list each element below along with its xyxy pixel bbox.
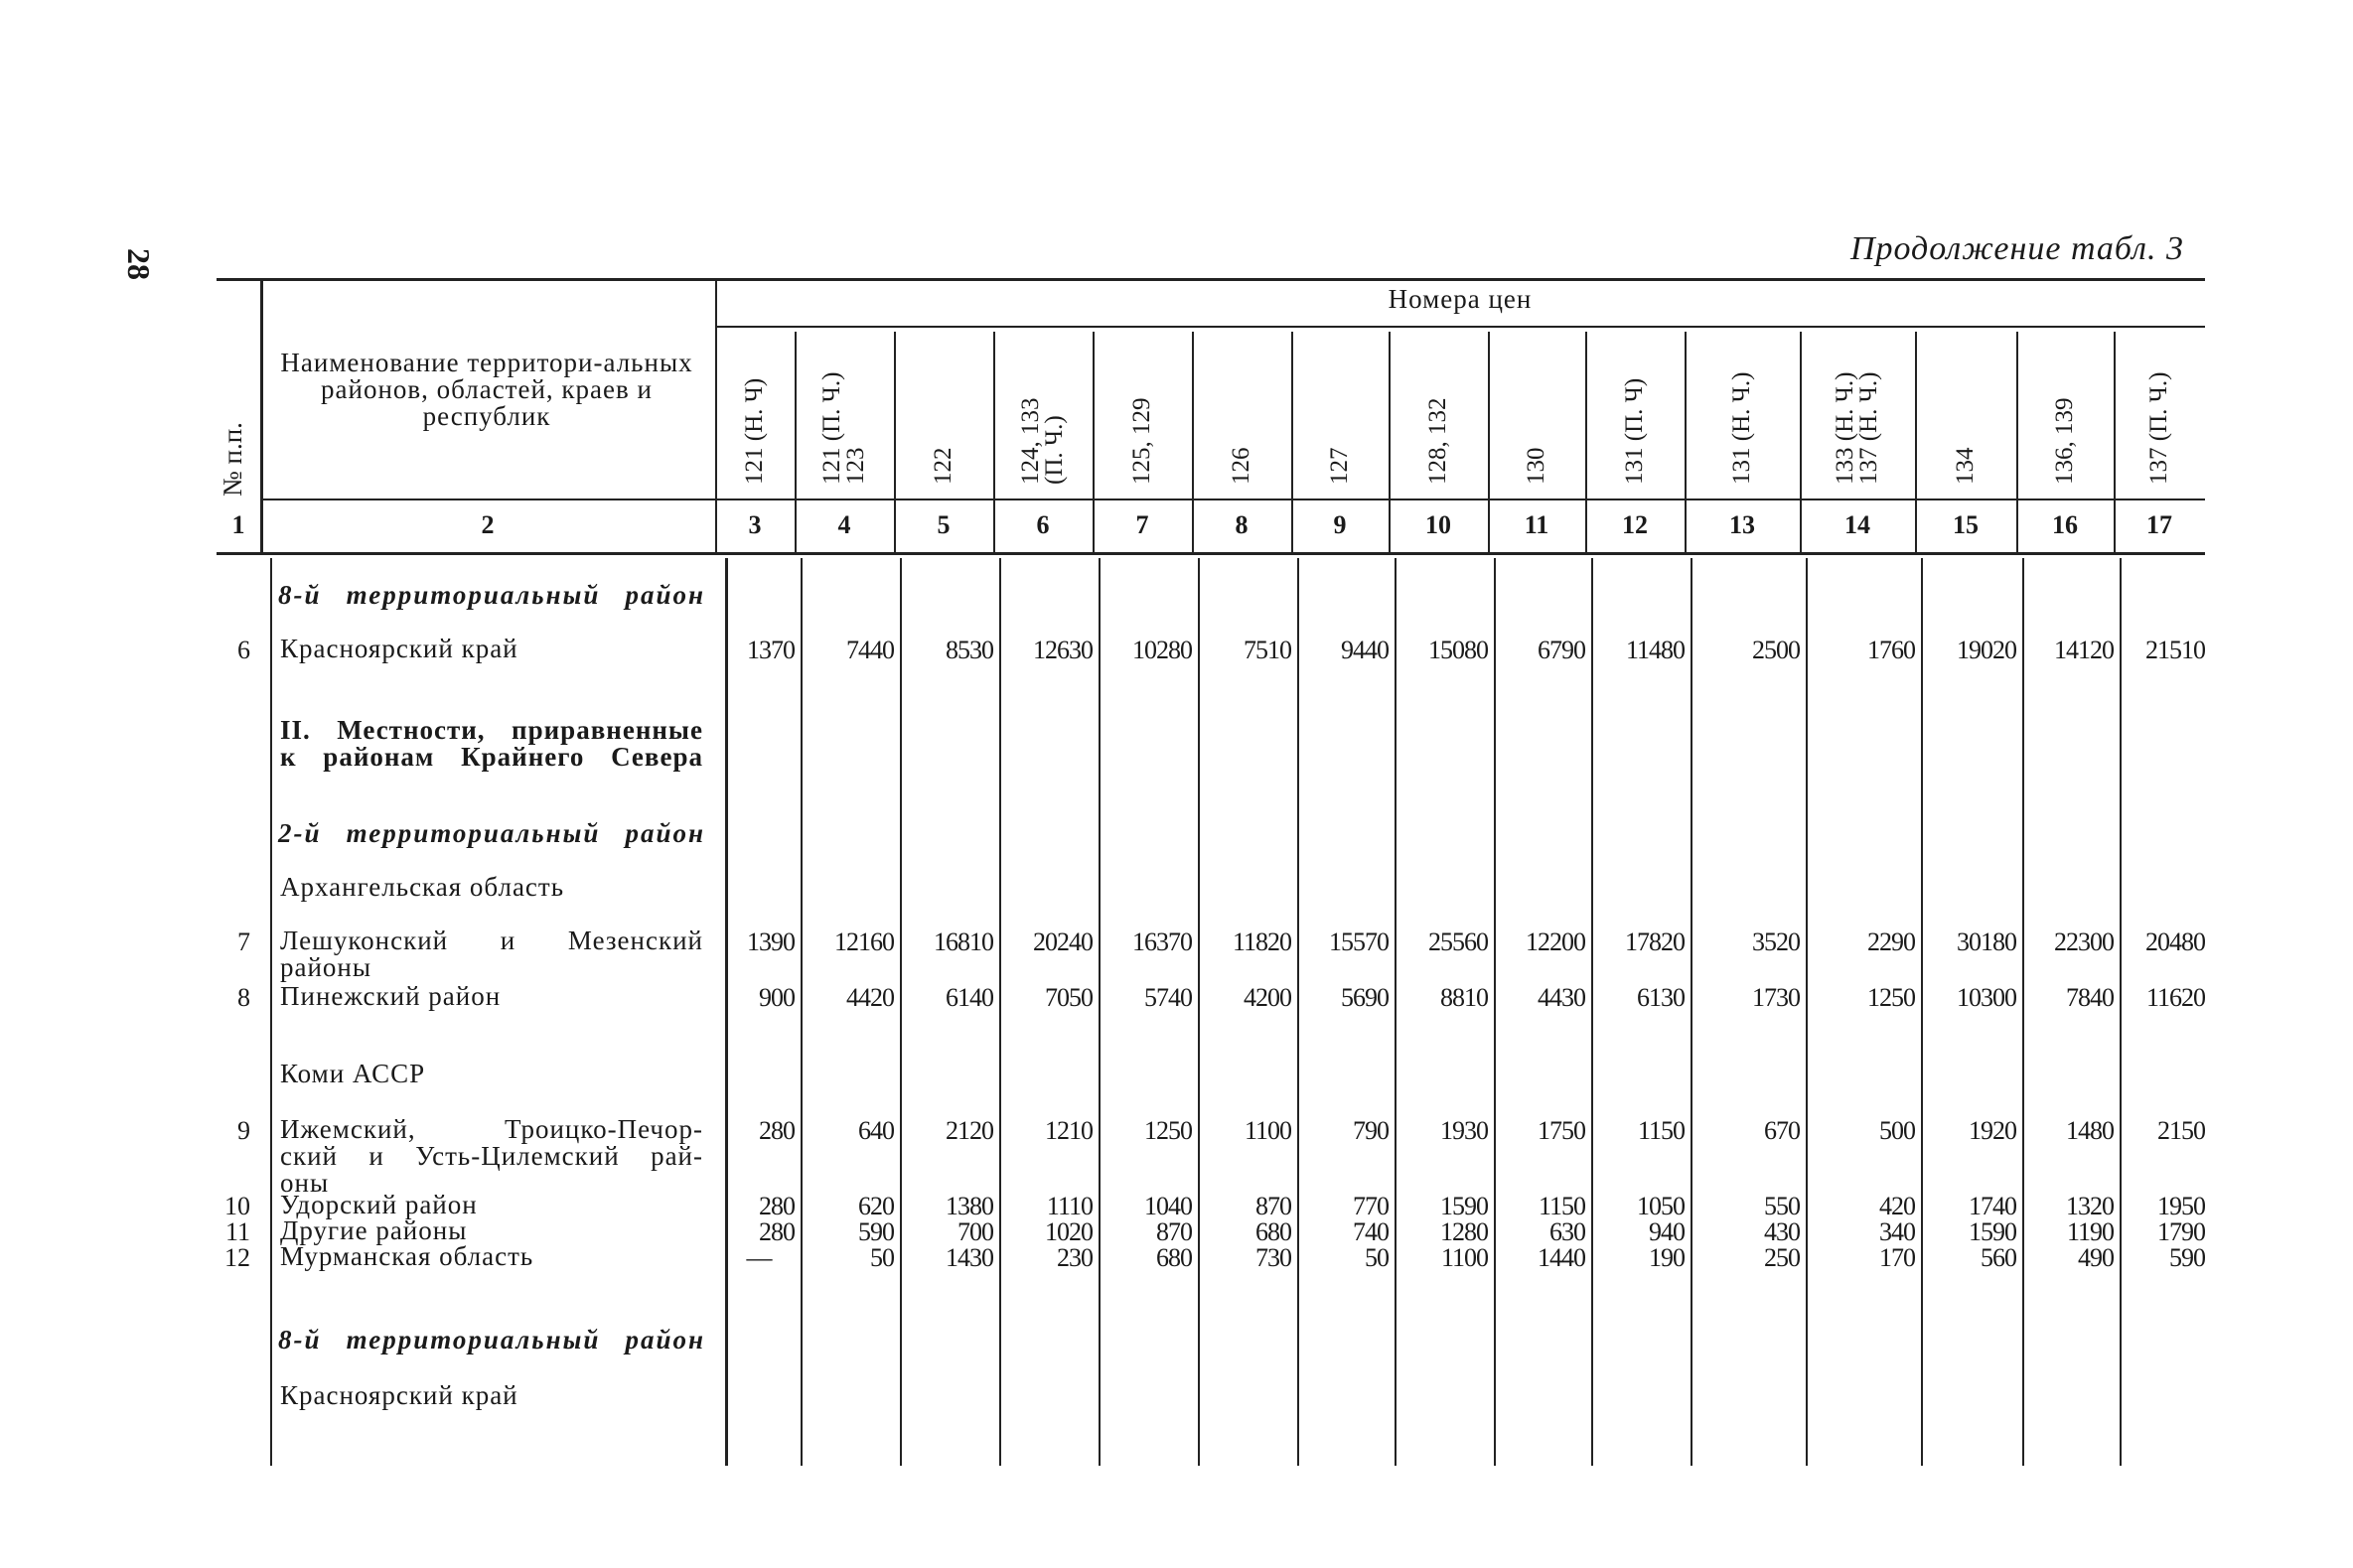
table-cell: 680	[1156, 1243, 1192, 1272]
group-heading: Коми АССР	[280, 1059, 426, 1088]
table-cell: 8530	[946, 636, 993, 664]
price-column-header: 126	[1228, 447, 1254, 485]
table-cell: 5690	[1341, 983, 1389, 1012]
prices-header-rule	[715, 326, 2205, 328]
column-number: 3	[748, 510, 762, 539]
group-heading: Архангельская область	[280, 872, 565, 902]
page-number: 28	[121, 248, 157, 280]
table-cell: 1440	[1538, 1243, 1585, 1272]
column-numbers-rule	[217, 552, 2205, 555]
table-cell: 1280	[1440, 1217, 1488, 1246]
table-cell: 1740	[1969, 1192, 2016, 1220]
column-number: 7	[1135, 510, 1149, 539]
table-cell: 870	[1156, 1217, 1192, 1246]
table-cell: 1370	[747, 636, 795, 664]
table-cell: 1150	[1637, 1116, 1685, 1145]
table-cell: 3520	[1752, 927, 1800, 956]
price-column-header: 121 (П. Ч.) 123	[818, 371, 869, 485]
row-number: 12	[224, 1243, 250, 1272]
table-cell: 7510	[1244, 636, 1291, 664]
row-label-line: Удорский район	[280, 1190, 478, 1219]
table-cell: 1210	[1045, 1116, 1093, 1145]
table-cell: 9440	[1341, 636, 1389, 664]
price-column-header: 122	[930, 447, 956, 485]
table-cell: 340	[1879, 1217, 1915, 1246]
table-cell: 22300	[2054, 927, 2114, 956]
table-cell: 1040	[1144, 1192, 1192, 1220]
table-cell: 280	[759, 1217, 795, 1246]
price-column-header: 130	[1523, 447, 1549, 485]
table-cell: 16810	[934, 927, 993, 956]
price-column-header: 127	[1326, 447, 1353, 485]
table-cell: 500	[1879, 1116, 1915, 1145]
column-number: 5	[937, 510, 951, 539]
table-cell: 50	[870, 1243, 894, 1272]
table-cell: 900	[759, 983, 795, 1012]
price-column-header: 131 (Н. Ч.)	[1728, 371, 1755, 485]
table-cell: 590	[858, 1217, 894, 1246]
table-cell: 11480	[1625, 636, 1685, 664]
name-column-header: Наименование территори-альных районов, областей, краев и республик	[280, 348, 693, 431]
body-column-divider	[270, 558, 272, 1466]
table-cell: 10280	[1132, 636, 1192, 664]
table-cell: 620	[858, 1192, 894, 1220]
table-cell: 1050	[1637, 1192, 1685, 1220]
table-cell: 630	[1549, 1217, 1585, 1246]
table-cell: 1950	[2157, 1192, 2205, 1220]
column-number: 2	[481, 510, 495, 539]
table-cell: 550	[1764, 1192, 1800, 1220]
table-cell: 15570	[1329, 927, 1389, 956]
table-cell: 16370	[1132, 927, 1192, 956]
column-number: 15	[1953, 510, 1979, 539]
section-heading: 2-й территориальный район	[278, 818, 705, 848]
row-number: 8	[237, 983, 250, 1012]
table-cell: 1380	[946, 1192, 993, 1220]
column-number: 4	[837, 510, 851, 539]
row-number: 9	[237, 1116, 250, 1145]
table-cell: 21510	[2145, 636, 2205, 664]
table-cell: 2150	[2157, 1116, 2205, 1145]
price-column-header: 133 (Н. Ч.) 137 (Н. Ч.)	[1832, 371, 1882, 485]
table-cell: 1790	[2157, 1217, 2205, 1246]
column-header-rule	[260, 499, 2205, 500]
table-cell: 640	[858, 1116, 894, 1145]
table-cell: 1760	[1867, 636, 1915, 664]
table-cell: 1150	[1538, 1192, 1585, 1220]
row-label-line: районы	[280, 952, 372, 982]
table-cell: 4430	[1538, 983, 1585, 1012]
table-cell: 17820	[1625, 927, 1685, 956]
column-number: 6	[1036, 510, 1050, 539]
table-cell: 1020	[1045, 1217, 1093, 1246]
table-cell: 680	[1255, 1217, 1291, 1246]
table-cell: 1390	[747, 927, 795, 956]
column-number: 16	[2052, 510, 2078, 539]
table-cell: 10300	[1957, 983, 2016, 1012]
table-cell: 740	[1353, 1217, 1389, 1246]
table-cell: 590	[2169, 1243, 2205, 1272]
table-cell: 2120	[946, 1116, 993, 1145]
section-title-line: II. Местности, приравненные	[280, 715, 703, 745]
prices-header: Номера цен	[1388, 284, 1533, 314]
row-number: 11	[224, 1217, 250, 1246]
row-label-line: Красноярский край	[280, 634, 518, 663]
table-cell: 1430	[946, 1243, 993, 1272]
table-cell: 790	[1353, 1116, 1389, 1145]
table-cell: 1750	[1538, 1116, 1585, 1145]
table-cell: 1730	[1752, 983, 1800, 1012]
table-cell: 770	[1353, 1192, 1389, 1220]
row-number: 10	[224, 1192, 250, 1220]
table-cell: 6140	[946, 983, 993, 1012]
table-cell: 50	[1365, 1243, 1389, 1272]
table-cell: 1480	[2066, 1116, 2114, 1145]
row-label-line: Мурманская область	[280, 1241, 534, 1271]
table-cell: 250	[1764, 1243, 1800, 1272]
table-cell: 1920	[1969, 1116, 2016, 1145]
continuation-title: Продолжение табл. 3	[1849, 230, 2184, 267]
column-number: 10	[1425, 510, 1451, 539]
table-cell: 7840	[2066, 983, 2114, 1012]
column-number: 13	[1729, 510, 1755, 539]
table-cell: 7050	[1045, 983, 1093, 1012]
table-cell: 1930	[1440, 1116, 1488, 1145]
table-cell: 12160	[834, 927, 894, 956]
table-cell: 5740	[1144, 983, 1192, 1012]
price-column-header: 125, 129	[1128, 397, 1155, 485]
column-number: 14	[1844, 510, 1870, 539]
table-cell: 4200	[1244, 983, 1291, 1012]
table-cell: 490	[2078, 1243, 2114, 1272]
table-cell: 14120	[2054, 636, 2114, 664]
table-cell: 1250	[1867, 983, 1915, 1012]
table-cell: 870	[1255, 1192, 1291, 1220]
column-number: 8	[1235, 510, 1249, 539]
table-cell: 11820	[1232, 927, 1291, 956]
table-cell: 12200	[1526, 927, 1585, 956]
row-label-line: ский и Усть-Цилемский рай-	[280, 1141, 703, 1171]
table-cell: 420	[1879, 1192, 1915, 1220]
table-cell: 230	[1057, 1243, 1093, 1272]
table-cell: 430	[1764, 1217, 1800, 1246]
table-cell: 7440	[846, 636, 894, 664]
table-cell: 25560	[1428, 927, 1488, 956]
table-cell: 20480	[2145, 927, 2205, 956]
column-number: 17	[2146, 510, 2172, 539]
table-cell: 11620	[2145, 983, 2205, 1012]
table-cell: 12630	[1033, 636, 1093, 664]
table-cell: 1190	[2066, 1217, 2114, 1246]
table-cell: 280	[759, 1192, 795, 1220]
table-cell: 1100	[1440, 1243, 1488, 1272]
table-cell: 30180	[1957, 927, 2016, 956]
row-label-line: Ижемский, Троицко-Печор-	[280, 1114, 703, 1144]
row-label-line: Пинежский район	[280, 981, 502, 1011]
table-cell: 20240	[1033, 927, 1093, 956]
table-cell: 19020	[1957, 636, 2016, 664]
table-cell: 2290	[1867, 927, 1915, 956]
table-cell: 8810	[1440, 983, 1488, 1012]
column-number: 1	[231, 510, 245, 539]
price-column-header: 124, 133 (П. Ч.)	[1017, 397, 1068, 485]
table-cell: 560	[1981, 1243, 2016, 1272]
price-column-header: 134	[1952, 447, 1979, 485]
table-cell: 190	[1649, 1243, 1685, 1272]
table-cell: 730	[1255, 1243, 1291, 1272]
table-cell: 1110	[1046, 1192, 1093, 1220]
table-cell: 280	[759, 1116, 795, 1145]
table-cell: 15080	[1428, 636, 1488, 664]
row-number: 6	[237, 636, 250, 664]
table-cell: 1320	[2066, 1192, 2114, 1220]
column-number: 12	[1622, 510, 1648, 539]
table-cell: 940	[1649, 1217, 1685, 1246]
price-column-header: 121 (Н. Ч)	[741, 377, 768, 485]
table-cell: 1100	[1244, 1116, 1291, 1145]
price-column-header: 131 (П. Ч)	[1621, 377, 1648, 485]
table-cell: 6790	[1538, 636, 1585, 664]
section-heading: 8-й территориальный район	[278, 1325, 705, 1354]
table-cell: 4420	[846, 983, 894, 1012]
price-column-header: 137 (П. Ч.)	[2145, 371, 2172, 485]
price-column-header: 128, 132	[1424, 397, 1451, 485]
column-number: 9	[1333, 510, 1347, 539]
row-label-line: оны	[280, 1168, 330, 1198]
table-cell: 1590	[1440, 1192, 1488, 1220]
row-number: 7	[237, 927, 250, 956]
table-cell: 2500	[1752, 636, 1800, 664]
table-cell: 670	[1764, 1116, 1800, 1145]
table-cell: —	[746, 1243, 772, 1272]
row-label-line: Другие районы	[280, 1215, 468, 1245]
table-cell: 170	[1879, 1243, 1915, 1272]
table-cell: 6130	[1637, 983, 1685, 1012]
table-cell: 1250	[1144, 1116, 1192, 1145]
price-column-header: 136, 139	[2051, 397, 2078, 485]
section-title-line: к районам Крайнего Севера	[280, 742, 703, 772]
column-number: 11	[1524, 510, 1549, 539]
row-number-header: № п.п.	[218, 422, 247, 497]
table-cell: 700	[957, 1217, 993, 1246]
group-heading: Красноярский край	[280, 1380, 518, 1410]
table-cell: 1590	[1969, 1217, 2016, 1246]
section-heading: 8-й территориальный район	[278, 580, 705, 610]
table-top-rule	[217, 278, 2205, 281]
row-label-line: Лешуконский и Мезенский	[280, 926, 703, 955]
